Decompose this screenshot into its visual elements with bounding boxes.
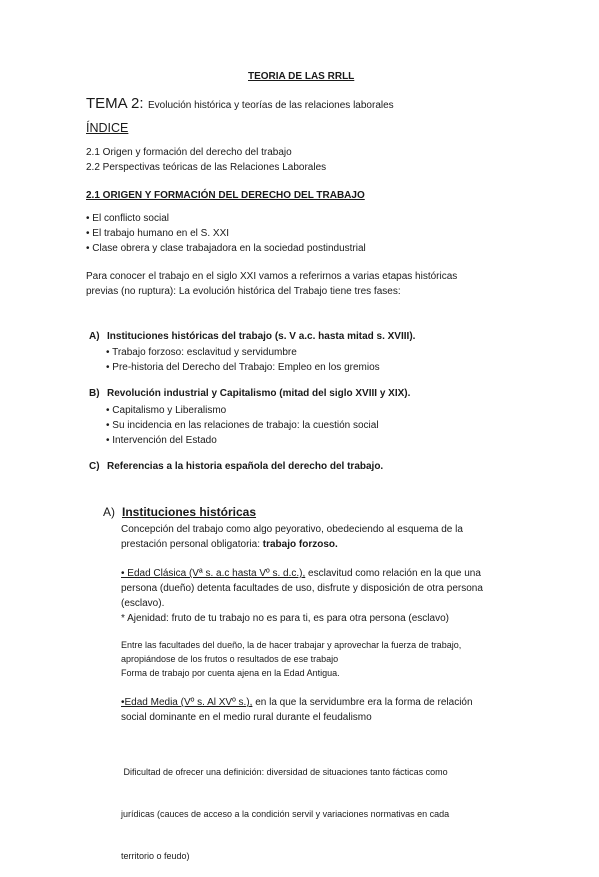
phase-b-items: [106, 403, 379, 448]
tema-subtitle: Evolución histórica y teorías de las relaciones laborales: [147, 100, 394, 111]
list-item: • Pre-historia del Derecho del Trabajo: Empleo en los gremios: [106, 362, 380, 373]
emphasis-text: trabajo forzoso.: [262, 539, 338, 550]
section-a-heading: Instituciones históricas: [122, 505, 257, 519]
edad-clasica-block: [121, 566, 483, 626]
paragraph-line: social dominante en el medio rural durante el feudalismo: [121, 712, 372, 723]
paragraph-line: previas (no ruptura): La evolución histórica del Trabajo tiene tres fases:: [86, 286, 401, 297]
phase-b-letter: B): [89, 388, 100, 399]
section1-intro: [86, 269, 457, 299]
note-line: Dificultad de ofrecer una definición: diversidad de situaciones tanto fácticas como: [121, 767, 448, 777]
list-item: • El conflicto social: [86, 213, 169, 224]
phase-b-title: Revolución industrial y Capitalismo (mitad del siglo XVIII y XIX).: [107, 388, 411, 399]
note-line: jurídicas (cauces de acceso a la condición servil y variaciones normativas en cada: [121, 809, 450, 819]
section-a-intro: [121, 522, 463, 552]
paragraph-line: [121, 566, 483, 581]
phase-a-title: Instituciones históricas del trabajo (s. V a.c. hasta mitad s. XVIII).: [107, 331, 416, 342]
paragraph-line: * Ajenidad: fruto de tu trabajo no es para ti, es para otra persona (esclavo): [121, 613, 449, 624]
note-line: Forma de trabajo por cuenta ajena en la Edad Antigua.: [121, 668, 340, 678]
edad-media-label: •Edad Media (Vº s. Al XVº s.),: [121, 697, 253, 708]
edad-media-block: [121, 695, 473, 725]
list-item: • Trabajo forzoso: esclavitud y servidumbre: [106, 347, 297, 358]
paragraph-line: [121, 537, 463, 552]
edad-clasica-label: • Edad Clásica (Vª s. a.c hasta Vº s. d.c.),: [121, 568, 306, 579]
tema-label: TEMA 2: [86, 95, 140, 112]
section1-bullets: [86, 211, 366, 256]
phase-a-letter: A): [89, 331, 100, 342]
paragraph-line: persona (dueño) detenta facultades de uso, disfrute y disposición de otra persona: [121, 583, 483, 594]
list-item: • Su incidencia en las relaciones de trabajo: la cuestión social: [106, 420, 379, 431]
list-item: • El trabajo humano en el S. XXI: [86, 228, 230, 239]
tema-colon: :: [139, 95, 144, 112]
paragraph-line: (esclavo).: [121, 598, 165, 609]
section-a-letter: A): [103, 505, 115, 519]
note-line: apropiándose de los frutos o resultados de ese trabajo: [121, 654, 339, 664]
phase-c-letter: C): [89, 461, 100, 472]
list-item: • Intervención del Estado: [106, 435, 217, 446]
indice-list: [86, 145, 326, 175]
list-item: • Clase obrera y clase trabajadora en la sociedad postindustrial: [86, 243, 366, 254]
paragraph-text: esclavitud como relación en la que una: [305, 568, 481, 579]
paragraph-line: Concepción del trabajo como algo peyorativo, obedeciendo al esquema de la: [121, 524, 463, 535]
document-title: TEORIA DE LAS RRLL: [248, 71, 355, 82]
phase-c-title: Referencias a la historia española del derecho del trabajo.: [107, 461, 384, 472]
paragraph-line: Para conocer el trabajo en el siglo XXI vamos a referirnos a varias etapas históricas: [86, 271, 458, 282]
note-line: Entre las facultades del dueño, la de hacer trabajar y aprovechar la fuerza de trabajo,: [121, 640, 462, 650]
note-facultades: [121, 638, 461, 680]
paragraph-line: [121, 695, 473, 710]
note-dificultad: [121, 737, 449, 877]
indice-item: 2.2 Perspectivas teóricas de las Relaciones Laborales: [86, 162, 327, 173]
tema-heading: [86, 95, 394, 113]
list-item: • Capitalismo y Liberalismo: [106, 405, 227, 416]
indice-heading: ÍNDICE: [86, 121, 129, 135]
indice-item: 2.1 Origen y formación del derecho del trabajo: [86, 147, 292, 158]
paragraph-text: prestación personal obligatoria:: [121, 539, 263, 550]
note-line: territorio o feudo): [121, 851, 190, 861]
paragraph-text: en la que la servidumbre era la forma de relación: [252, 697, 473, 708]
phase-a-items: [106, 345, 380, 375]
section-heading-2-1: 2.1 ORIGEN Y FORMACIÓN DEL DERECHO DEL TRABAJO: [86, 190, 365, 201]
